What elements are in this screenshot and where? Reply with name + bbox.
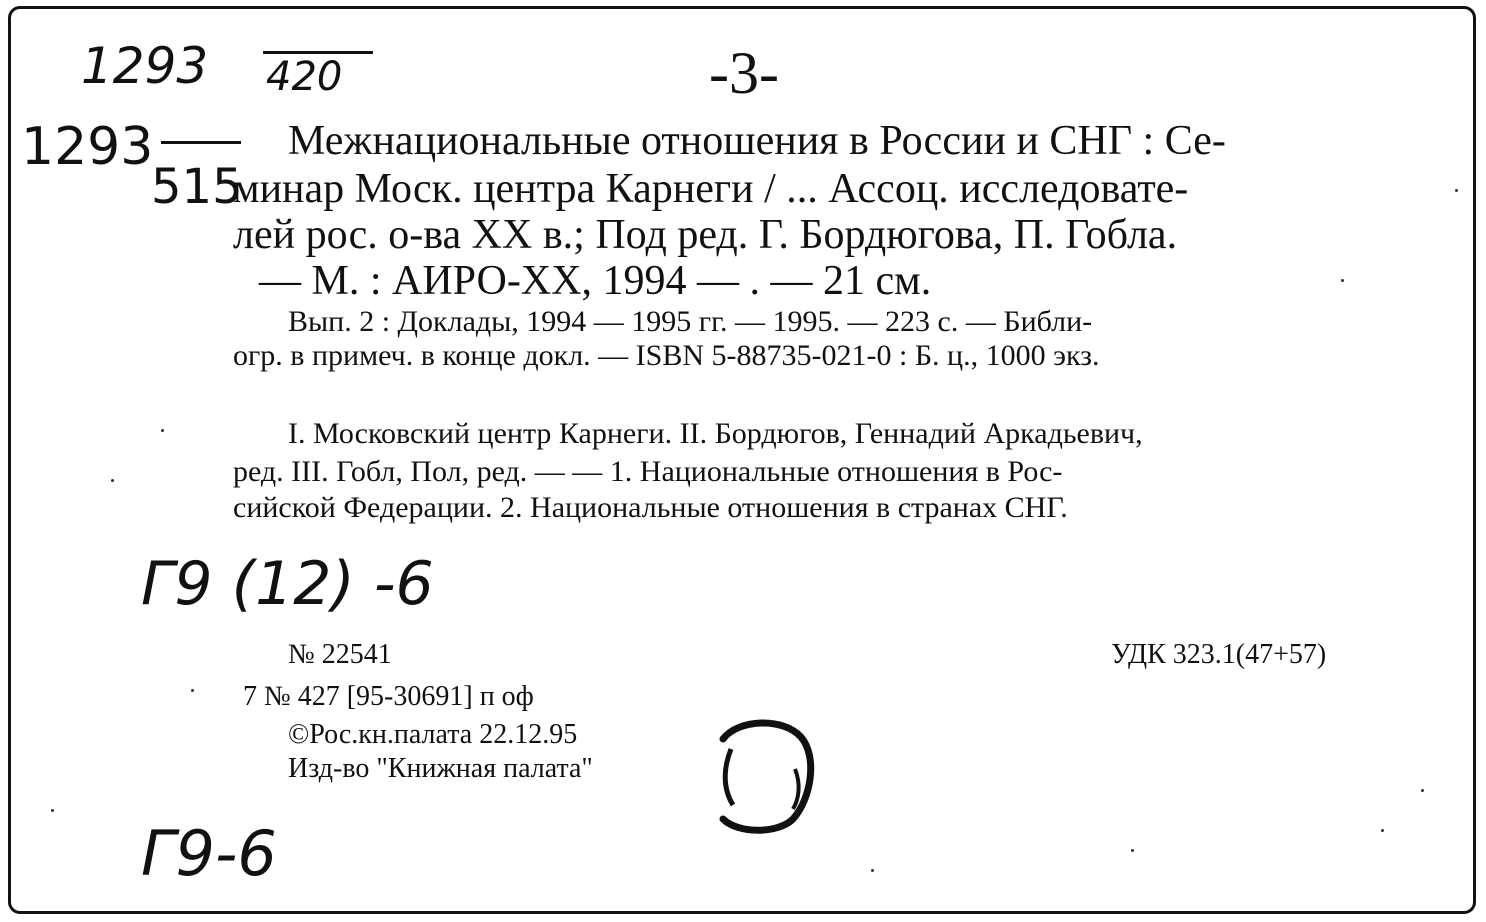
footer-line-3: Изд-во "Книжная палата" (288, 753, 593, 784)
shelf-mark-1-numerator: 1293 (81, 37, 209, 95)
record-number: № 22541 (288, 639, 392, 670)
speck (111, 479, 114, 482)
footer-line-2: ©Рос.кн.палата 22.12.95 (288, 719, 578, 750)
class-mark-1: Г9 (12) -6 (141, 549, 434, 619)
title-line-1: Межнациональные отношения в России и СНГ : Се- (288, 118, 1226, 164)
class-mark-2: Г9-6 (141, 817, 277, 890)
subject-line-2: ред. III. Гобл, Пол, ред. — — 1. Национальные отношения в Рос- (233, 455, 1063, 488)
speck (871, 869, 874, 872)
shelf-mark-2-denominator: 515 (151, 159, 243, 215)
shelf-mark-2-numerator: 1293 (21, 117, 154, 177)
page-number: -3- (709, 40, 779, 106)
title-line-2: минар Моск. центра Карнеги / ... Ассоц. исследовате- (233, 166, 1189, 212)
speck (1131, 849, 1134, 852)
speck (191, 689, 194, 692)
speck (1421, 789, 1424, 792)
issue-line-1: Вып. 2 : Доклады, 1994 — 1995 гг. — 1995. — 223 с. — Библи- (288, 305, 1093, 338)
shelf-mark-1-denominator: 420 (266, 54, 343, 100)
subject-line-1: I. Московский центр Карнеги. II. Бордюгов, Геннадий Аркадьевич, (288, 417, 1143, 450)
issue-line-2: огр. в примеч. в конце докл. — ISBN 5-88735-021-0 : Б. ц., 1000 экз. (233, 339, 1100, 372)
shelf-mark-2-bar (161, 141, 241, 144)
speck (161, 429, 164, 432)
speck (1341, 279, 1344, 282)
shelf-mark-1-bar (263, 51, 373, 54)
ink-stamp (683, 709, 833, 849)
udc-code: УДК 323.1(47+57) (1111, 639, 1327, 670)
speck (1455, 189, 1458, 192)
catalog-card (8, 6, 1476, 914)
footer-line-1: 7 № 427 [95-30691] п оф (243, 681, 534, 712)
subject-line-3: сийской Федерации. 2. Национальные отношения в странах СНГ. (233, 491, 1068, 524)
speck (1381, 829, 1384, 832)
title-line-4: — М. : АИРО-XX, 1994 — . — 21 см. (259, 258, 932, 304)
speck (51, 809, 54, 812)
title-line-3: лей рос. о-ва XX в.; Под ред. Г. Бордюгова, П. Гобла. (233, 212, 1178, 258)
